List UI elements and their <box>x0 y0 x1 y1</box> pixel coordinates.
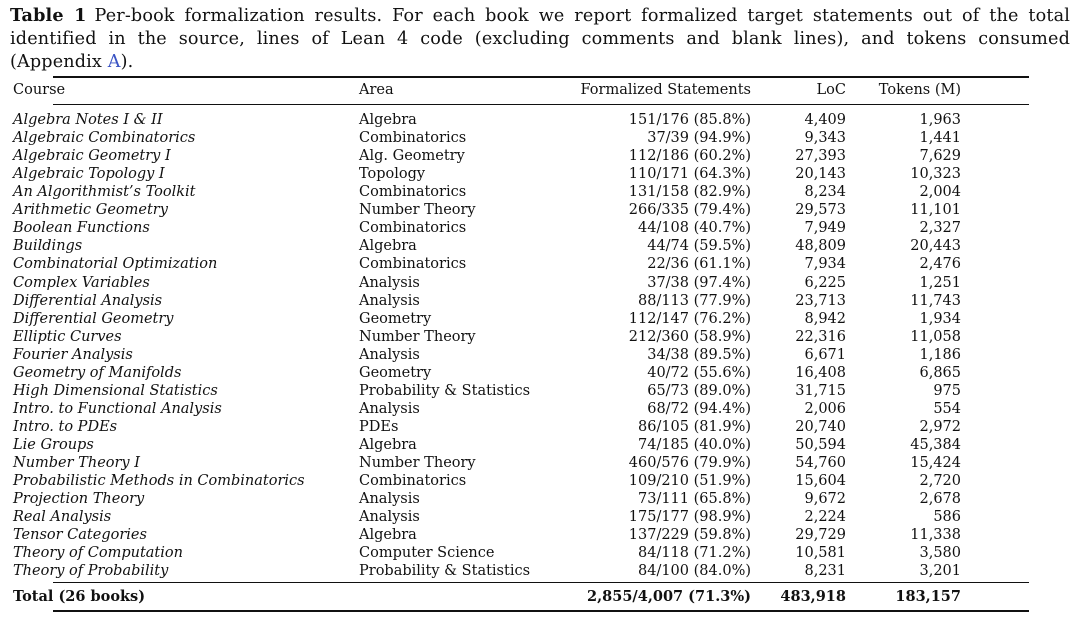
table-row <box>0 328 976 346</box>
cell-course: Elliptic Curves <box>13 328 122 345</box>
cell-tokens: 1,963 <box>919 112 961 128</box>
cell-area: Number Theory <box>359 202 476 219</box>
cell-course: Theory of Probability <box>13 563 169 580</box>
table-row <box>0 472 976 490</box>
cell-loc: 8,234 <box>804 184 846 201</box>
cell-course: Fourier Analysis <box>13 346 133 363</box>
cell-course: Projection Theory <box>13 491 145 508</box>
table-row <box>0 382 976 400</box>
cell-loc: 20,740 <box>795 418 846 435</box>
cell-loc: 54,760 <box>795 454 846 471</box>
total-tokens: 183,157 <box>895 588 961 605</box>
cell-course: An Algorithmist’s Toolkit <box>13 184 196 201</box>
cell-course: Algebraic Geometry I <box>13 148 171 165</box>
header-rule <box>53 104 1029 105</box>
cell-statements: 112/147 (76.2%) <box>628 310 751 327</box>
cell-course: Tensor Categories <box>13 527 147 544</box>
cell-statements: 84/100 (84.0%) <box>638 563 751 580</box>
cell-statements: 266/335 (79.4%) <box>628 202 751 219</box>
total-rule <box>53 582 1029 583</box>
cell-course: Real Analysis <box>13 509 112 526</box>
table-row <box>0 346 976 364</box>
cell-loc: 9,343 <box>804 130 846 147</box>
cell-tokens: 45,384 <box>910 436 961 453</box>
cell-tokens: 586 <box>933 509 961 526</box>
cell-tokens: 6,865 <box>919 364 961 381</box>
cell-area: Computer Science <box>359 545 495 562</box>
cell-statements: 175/177 (98.9%) <box>628 509 751 526</box>
table-row <box>0 508 976 526</box>
table-row <box>0 292 976 310</box>
cell-tokens: 11,338 <box>910 527 961 544</box>
cell-statements: 44/108 (40.7%) <box>638 220 751 237</box>
cell-course: Combinatorial Optimization <box>13 256 218 273</box>
table-row <box>0 436 976 454</box>
cell-loc: 50,594 <box>795 436 846 453</box>
table-row <box>0 255 976 273</box>
cell-area: Number Theory <box>359 454 476 471</box>
cell-area: Geometry <box>359 310 432 327</box>
cell-statements: 34/38 (89.5%) <box>647 346 751 363</box>
cell-course: Differential Geometry <box>13 310 174 327</box>
cell-statements: 460/576 (79.9%) <box>628 454 751 471</box>
cell-loc: 27,393 <box>795 148 846 165</box>
table-row <box>0 201 976 219</box>
cell-statements: 74/185 (40.0%) <box>638 436 751 453</box>
cell-tokens: 11,101 <box>910 202 961 219</box>
table-row <box>0 454 976 472</box>
table-row <box>0 147 976 165</box>
cell-course: Algebraic Topology I <box>13 166 165 183</box>
caption-text-end: ). <box>120 52 134 72</box>
cell-area: Topology <box>359 166 426 183</box>
table-row <box>0 165 976 183</box>
table-row <box>0 526 976 544</box>
table-row <box>0 544 976 562</box>
cell-area: Analysis <box>359 509 420 526</box>
total-label: Total (26 books) <box>13 588 146 605</box>
cell-course: Boolean Functions <box>13 220 150 237</box>
cell-tokens: 1,251 <box>919 274 961 291</box>
cell-statements: 110/171 (64.3%) <box>628 166 751 183</box>
header-loc: LoC <box>816 82 846 98</box>
cell-loc: 6,671 <box>804 346 846 363</box>
cell-loc: 8,942 <box>804 310 846 327</box>
table-row <box>0 129 976 147</box>
cell-statements: 112/186 (60.2%) <box>628 148 751 165</box>
cell-loc: 8,231 <box>804 563 846 580</box>
cell-loc: 29,729 <box>795 527 846 544</box>
table-row <box>0 490 976 508</box>
cell-tokens: 2,004 <box>919 184 961 201</box>
cell-tokens: 2,678 <box>919 491 961 508</box>
cell-statements: 40/72 (55.6%) <box>647 364 751 381</box>
cell-statements: 131/158 (82.9%) <box>628 184 751 201</box>
cell-area: Combinatorics <box>359 256 467 273</box>
cell-area: Algebra <box>359 527 417 544</box>
caption-label: Table 1 <box>10 5 87 26</box>
table-row <box>0 237 976 255</box>
cell-course: Algebraic Combinatorics <box>13 130 196 147</box>
appendix-link[interactable]: A <box>107 52 121 72</box>
cell-course: Theory of Computation <box>13 545 183 562</box>
cell-loc: 15,604 <box>795 473 846 489</box>
cell-area: Analysis <box>359 400 420 417</box>
table-row <box>0 183 976 201</box>
cell-statements: 68/72 (94.4%) <box>647 400 751 417</box>
cell-area: Analysis <box>359 346 420 363</box>
table-caption <box>10 4 1070 74</box>
cell-tokens: 2,476 <box>919 256 961 273</box>
table-row <box>0 364 976 382</box>
cell-tokens: 1,441 <box>919 130 961 147</box>
top-rule <box>53 76 1029 78</box>
cell-course: Probabilistic Methods in Combinatorics <box>13 473 305 489</box>
cell-area: Alg. Geometry <box>359 148 465 165</box>
cell-statements: 65/73 (89.0%) <box>647 382 751 399</box>
cell-loc: 2,006 <box>804 400 846 417</box>
table-row <box>0 219 976 237</box>
table-row <box>0 562 976 580</box>
cell-area: PDEs <box>359 418 399 435</box>
cell-loc: 4,409 <box>804 112 846 128</box>
cell-area: Analysis <box>359 292 420 309</box>
cell-tokens: 2,972 <box>919 418 961 435</box>
cell-loc: 20,143 <box>795 166 846 183</box>
cell-statements: 88/113 (77.9%) <box>638 292 751 309</box>
header-tokens: Tokens (M) <box>878 82 961 98</box>
cell-loc: 6,225 <box>804 274 846 291</box>
cell-course: High Dimensional Statistics <box>13 382 218 399</box>
cell-area: Algebra <box>359 436 417 453</box>
cell-area: Algebra <box>359 112 417 128</box>
total-statements: 2,855/4,007 (71.3%) <box>587 588 751 605</box>
cell-tokens: 10,323 <box>910 166 961 183</box>
cell-course: Algebra Notes I & II <box>13 112 163 128</box>
cell-statements: 84/118 (71.2%) <box>638 545 751 562</box>
cell-loc: 10,581 <box>795 545 846 562</box>
cell-area: Number Theory <box>359 328 476 345</box>
cell-loc: 2,224 <box>804 509 846 526</box>
cell-area: Combinatorics <box>359 473 467 489</box>
caption-text: Per-book formalization results. For each book we report formalized target statements out of the total identified in the source, lines of Lean 4 code (excluding comments and blank lines), and tokens consumed (Appendix <box>10 6 1070 72</box>
cell-loc: 9,672 <box>804 491 846 508</box>
cell-tokens: 3,201 <box>919 563 961 580</box>
cell-tokens: 11,058 <box>910 328 961 345</box>
cell-statements: 109/210 (51.9%) <box>628 473 751 489</box>
header-statements: Formalized Statements <box>580 82 751 98</box>
cell-statements: 212/360 (58.9%) <box>628 328 751 345</box>
cell-course: Intro. to Functional Analysis <box>13 400 222 417</box>
cell-course: Complex Variables <box>13 274 150 291</box>
cell-course: Arithmetic Geometry <box>13 202 168 219</box>
cell-course: Intro. to PDEs <box>13 418 118 435</box>
table-row <box>0 274 976 292</box>
cell-loc: 16,408 <box>795 364 846 381</box>
cell-tokens: 11,743 <box>910 292 961 309</box>
cell-tokens: 2,720 <box>919 473 961 489</box>
cell-course: Differential Analysis <box>13 292 163 309</box>
table-row <box>0 400 976 418</box>
cell-loc: 48,809 <box>795 238 846 255</box>
table-row <box>0 310 976 328</box>
cell-tokens: 554 <box>933 400 961 417</box>
cell-area: Probability & Statistics <box>359 563 531 580</box>
cell-loc: 29,573 <box>795 202 846 219</box>
cell-statements: 37/38 (97.4%) <box>647 274 751 291</box>
cell-course: Lie Groups <box>13 436 94 453</box>
cell-area: Probability & Statistics <box>359 382 531 399</box>
cell-course: Buildings <box>13 238 83 255</box>
cell-tokens: 1,186 <box>919 346 961 363</box>
cell-statements: 22/36 (61.1%) <box>647 256 751 273</box>
cell-tokens: 15,424 <box>910 454 961 471</box>
cell-tokens: 975 <box>933 382 961 399</box>
cell-tokens: 2,327 <box>919 220 961 237</box>
cell-area: Geometry <box>359 364 432 381</box>
cell-statements: 137/229 (59.8%) <box>628 527 751 544</box>
cell-tokens: 20,443 <box>910 238 961 255</box>
header-area: Area <box>359 82 394 98</box>
cell-loc: 7,949 <box>804 220 846 237</box>
cell-loc: 7,934 <box>804 256 846 273</box>
cell-area: Analysis <box>359 491 420 508</box>
cell-area: Analysis <box>359 274 420 291</box>
cell-loc: 23,713 <box>795 292 846 309</box>
cell-course: Geometry of Manifolds <box>13 364 182 381</box>
cell-area: Combinatorics <box>359 184 467 201</box>
cell-statements: 37/39 (94.9%) <box>647 130 751 147</box>
cell-tokens: 7,629 <box>919 148 961 165</box>
cell-statements: 86/105 (81.9%) <box>638 418 751 435</box>
cell-course: Number Theory I <box>13 454 140 471</box>
cell-area: Combinatorics <box>359 220 467 237</box>
cell-statements: 44/74 (59.5%) <box>647 238 751 255</box>
cell-area: Combinatorics <box>359 130 467 147</box>
total-row <box>0 588 976 606</box>
cell-statements: 73/111 (65.8%) <box>638 491 751 508</box>
cell-tokens: 1,934 <box>919 310 961 327</box>
cell-statements: 151/176 (85.8%) <box>628 112 751 128</box>
cell-area: Algebra <box>359 238 417 255</box>
header-row <box>0 81 976 99</box>
cell-loc: 31,715 <box>795 382 846 399</box>
bottom-rule <box>53 610 1029 612</box>
table-row <box>0 111 976 129</box>
total-loc: 483,918 <box>780 588 846 605</box>
cell-loc: 22,316 <box>795 328 846 345</box>
table-row <box>0 418 976 436</box>
header-course: Course <box>13 82 66 98</box>
cell-tokens: 3,580 <box>919 545 961 562</box>
